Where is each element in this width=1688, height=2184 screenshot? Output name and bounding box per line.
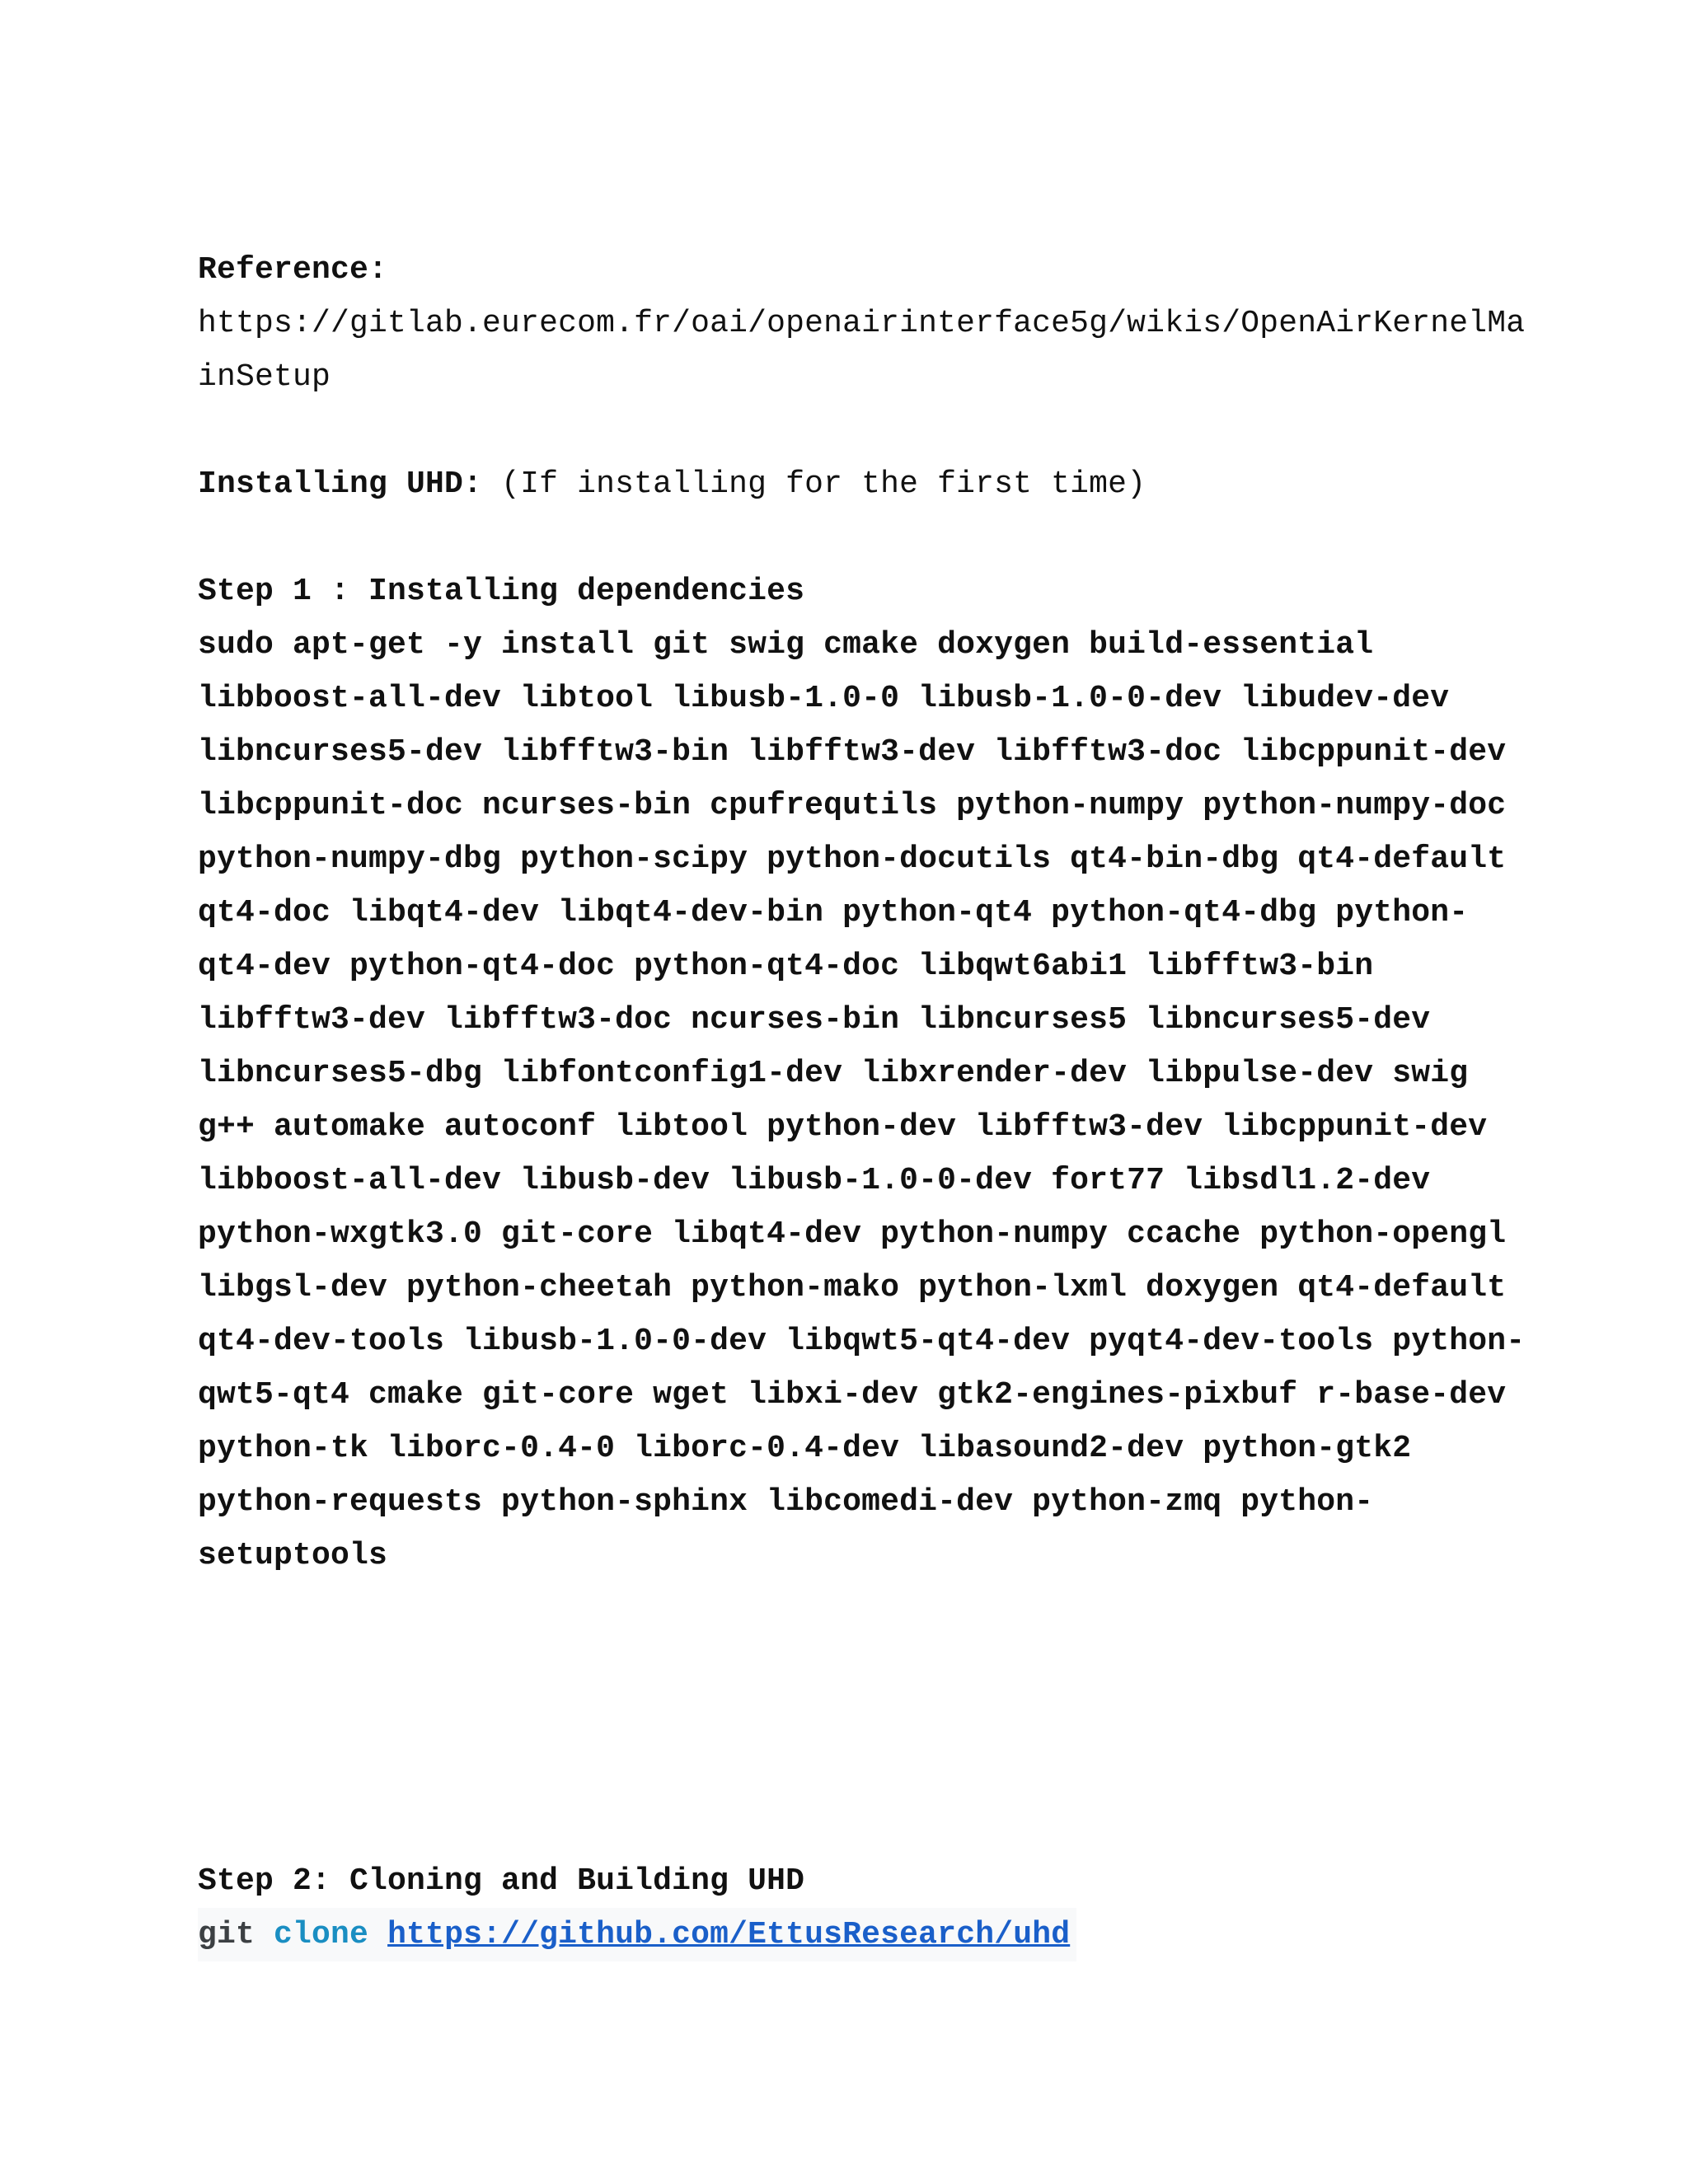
command-line: libncurses5-dev libfftw3-bin libfftw3-dev libfftw3-doc libcppunit-dev xyxy=(198,734,1507,770)
uhd-repo-link[interactable]: https://github.com/EttusResearch/uhd xyxy=(387,1917,1071,1952)
installing-uhd-line xyxy=(198,457,1484,511)
command-line: python-tk liborc-0.4-0 liborc-0.4-dev libasound2-dev python-gtk2 xyxy=(198,1431,1412,1466)
command-line: setuptools xyxy=(198,1538,388,1573)
step2-title: Step 2: Cloning and Building UHD xyxy=(198,1863,805,1899)
command-line: libboost-all-dev libtool libusb-1.0-0 libusb-1.0-0-dev libudev-dev xyxy=(198,681,1450,716)
step2-section xyxy=(198,1854,1484,1961)
command-line: python-numpy-dbg python-scipy python-docutils qt4-bin-dbg qt4-default xyxy=(198,841,1507,877)
reference-section xyxy=(198,243,1526,404)
installing-uhd-section xyxy=(198,457,1484,511)
step1-title: Step 1 : Installing dependencies xyxy=(198,574,805,609)
reference-url-line-1[interactable]: https://gitlab.eurecom.fr/oai/openairinterface5g/wikis/OpenAirKernelMa xyxy=(198,306,1526,341)
command-line: python-requests python-sphinx libcomedi-dev python-zmq python- xyxy=(198,1484,1374,1520)
reference-label: Reference: xyxy=(198,252,388,288)
step1-section xyxy=(198,565,1526,1582)
command-line: libncurses5-dbg libfontconfig1-dev libxrender-dev libpulse-dev swig xyxy=(198,1056,1469,1091)
git-clone-command xyxy=(198,1908,1076,1961)
cmd-clone-keyword: clone xyxy=(274,1917,369,1952)
reference-url-line-2[interactable]: inSetup xyxy=(198,359,331,395)
installing-uhd-label: Installing UHD: xyxy=(198,466,483,502)
command-line: qt4-dev-tools libusb-1.0-0-dev libqwt5-qt4-dev pyqt4-dev-tools python- xyxy=(198,1324,1526,1359)
command-line: python-wxgtk3.0 git-core libqt4-dev python-numpy ccache python-opengl xyxy=(198,1216,1507,1252)
command-line: libfftw3-dev libfftw3-doc ncurses-bin libncurses5 libncurses5-dev xyxy=(198,1002,1431,1038)
installing-uhd-note: (If installing for the first time) xyxy=(482,466,1146,502)
command-line: libgsl-dev python-cheetah python-mako python-lxml doxygen qt4-default xyxy=(198,1270,1507,1305)
step1-command-block xyxy=(198,618,1526,1582)
command-line: qt4-dev python-qt4-doc python-qt4-doc libqwt6abi1 libfftw3-bin xyxy=(198,949,1374,984)
command-line: qwt5-qt4 cmake git-core wget libxi-dev gtk2-engines-pixbuf r-base-dev xyxy=(198,1377,1507,1413)
command-line: g++ automake autoconf libtool python-dev libfftw3-dev libcppunit-dev xyxy=(198,1109,1488,1145)
command-line: libcppunit-doc ncurses-bin cpufrequtils python-numpy python-numpy-doc xyxy=(198,788,1507,823)
cmd-git-keyword: git xyxy=(198,1917,256,1952)
command-line: qt4-doc libqt4-dev libqt4-dev-bin python-qt4 python-qt4-dbg python- xyxy=(198,895,1469,930)
command-line: libboost-all-dev libusb-dev libusb-1.0-0-dev fort77 libsdl1.2-dev xyxy=(198,1163,1431,1198)
command-line: sudo apt-get -y install git swig cmake doxygen build-essential xyxy=(198,627,1374,663)
